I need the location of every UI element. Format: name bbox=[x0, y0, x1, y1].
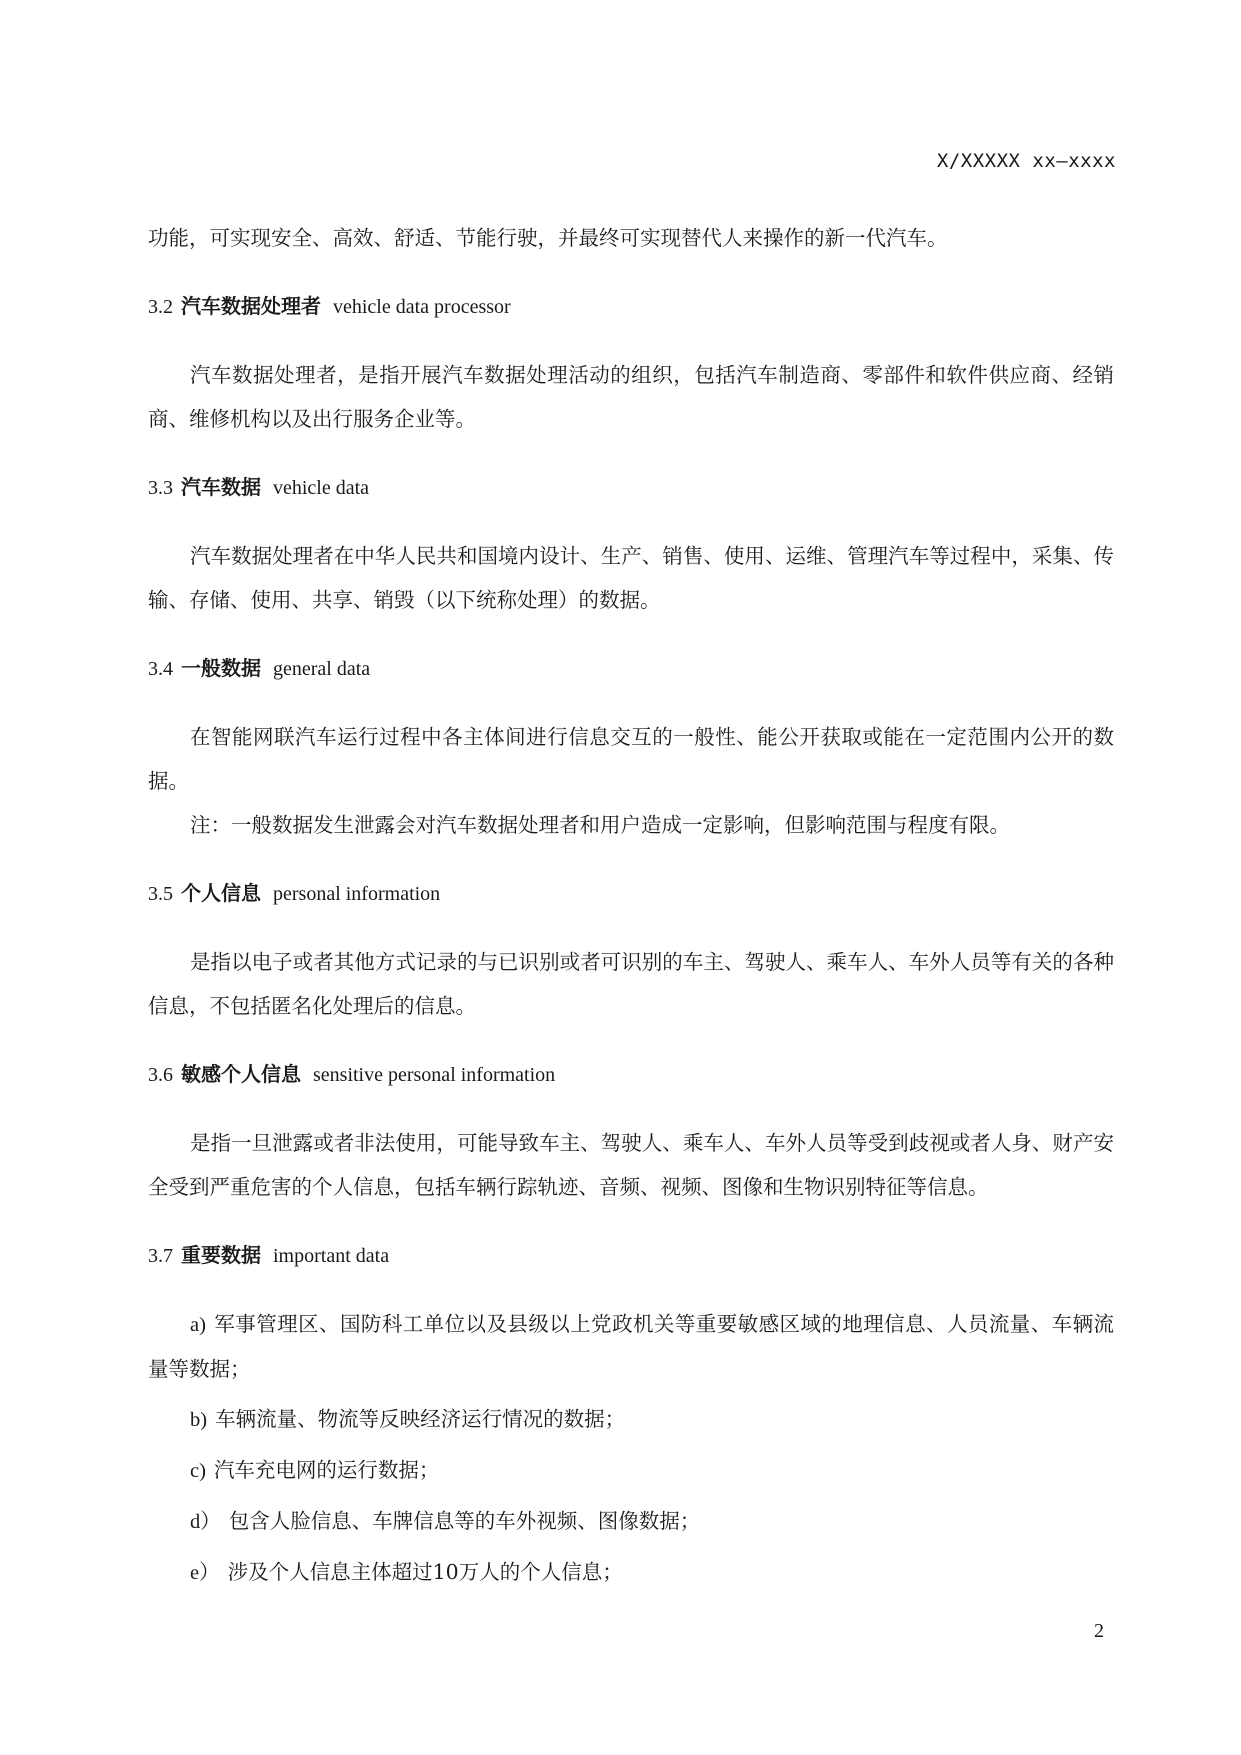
section-heading-3-3 bbox=[148, 465, 1114, 510]
list-item bbox=[148, 1302, 1114, 1391]
list-item bbox=[148, 1550, 1114, 1595]
section-term: 汽车数据 bbox=[181, 475, 261, 499]
section-number: 3.7 bbox=[148, 1245, 173, 1267]
list-marker: e） bbox=[190, 1562, 220, 1584]
section-term: 一般数据 bbox=[181, 656, 261, 680]
section-english-term: sensitive personal information bbox=[313, 1064, 556, 1086]
list-item bbox=[148, 1397, 1114, 1442]
section-english-term: vehicle data processor bbox=[333, 296, 511, 318]
list-item-text: 包含人脸信息、车牌信息等的车外视频、图像数据； bbox=[228, 1509, 701, 1533]
section-term: 个人信息 bbox=[181, 881, 261, 905]
section-number: 3.4 bbox=[148, 658, 173, 680]
list-item-text: 军事管理区、国防科工单位以及县级以上党政机关等重要敏感区域的地理信息、人员流量、车辆流量等数据； bbox=[148, 1312, 1114, 1381]
section-body-3-4: 在智能网联汽车运行过程中各主体间进行信息交互的一般性、能公开获取或能在一定范围内公开的数据。 bbox=[148, 725, 1114, 793]
section-term: 敏感个人信息 bbox=[181, 1062, 301, 1086]
section-heading-3-6 bbox=[148, 1052, 1114, 1097]
list-marker: c) bbox=[190, 1460, 206, 1482]
section-english-term: important data bbox=[273, 1245, 390, 1267]
section-body-3-5: 是指以电子或者其他方式记录的与已识别或者可识别的车主、驾驶人、乘车人、车外人员等有关的各种信息，不包括匿名化处理后的信息。 bbox=[148, 950, 1114, 1018]
document-body bbox=[148, 216, 1114, 1601]
intro-paragraph: 功能，可实现安全、高效、舒适、节能行驶，并最终可实现替代人来操作的新一代汽车。 bbox=[148, 226, 948, 250]
list-item-text: 车辆流量、物流等反映经济运行情况的数据； bbox=[215, 1407, 626, 1431]
important-data-list bbox=[148, 1302, 1114, 1595]
list-marker: d） bbox=[190, 1511, 221, 1533]
section-english-term: vehicle data bbox=[273, 477, 370, 499]
list-marker: a) bbox=[190, 1314, 206, 1336]
section-english-term: personal information bbox=[273, 883, 441, 905]
section-english-term: general data bbox=[273, 658, 371, 680]
section-term: 重要数据 bbox=[181, 1243, 261, 1267]
section-number: 3.3 bbox=[148, 477, 173, 499]
list-item-text: 汽车充电网的运行数据； bbox=[213, 1458, 440, 1482]
section-number: 3.5 bbox=[148, 883, 173, 905]
document-code: X/XXXXX xx—xxxx bbox=[936, 150, 1116, 172]
list-item bbox=[148, 1448, 1114, 1493]
section-body-3-6: 是指一旦泄露或者非法使用，可能导致车主、驾驶人、乘车人、车外人员等受到歧视或者人身、财产安全受到严重危害的个人信息，包括车辆行踪轨迹、音频、视频、图像和生物识别特征等信息。 bbox=[148, 1131, 1114, 1199]
page-number: 2 bbox=[1094, 1620, 1104, 1642]
list-item bbox=[148, 1499, 1114, 1544]
section-body-3-3: 汽车数据处理者在中华人民共和国境内设计、生产、销售、使用、运维、管理汽车等过程中，采集、传输、存储、使用、共享、销毁（以下统称处理）的数据。 bbox=[148, 544, 1114, 612]
section-number: 3.6 bbox=[148, 1064, 173, 1086]
section-note-3-4: 注：一般数据发生泄露会对汽车数据处理者和用户造成一定影响，但影响范围与程度有限。 bbox=[190, 813, 1010, 837]
section-heading-3-5 bbox=[148, 871, 1114, 916]
section-body-3-2: 汽车数据处理者，是指开展汽车数据处理活动的组织，包括汽车制造商、零部件和软件供应商、经销商、维修机构以及出行服务企业等。 bbox=[148, 363, 1114, 431]
section-heading-3-4 bbox=[148, 646, 1114, 691]
section-term: 汽车数据处理者 bbox=[181, 294, 321, 318]
section-heading-3-7 bbox=[148, 1233, 1114, 1278]
list-item-text: 涉及个人信息主体超过10万人的个人信息； bbox=[227, 1560, 623, 1584]
section-number: 3.2 bbox=[148, 296, 173, 318]
list-marker: b) bbox=[190, 1409, 208, 1431]
section-heading-3-2 bbox=[148, 284, 1114, 329]
